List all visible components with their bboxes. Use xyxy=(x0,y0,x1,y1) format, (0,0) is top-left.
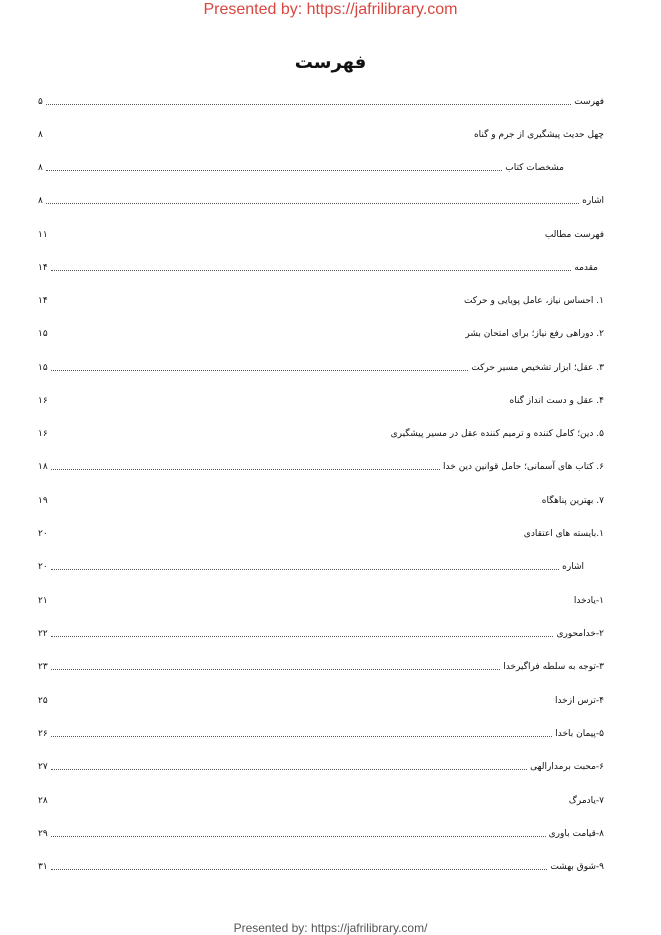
toc-entry-title: ۲-خدامحوری xyxy=(556,629,604,639)
toc-page-number: ۲۹ xyxy=(38,829,48,839)
toc-entry[interactable] xyxy=(38,726,604,742)
toc-entry-title: ۱. احساس نیاز، عامل پویایی و حرکت xyxy=(463,296,604,306)
toc-entry[interactable] xyxy=(38,626,604,642)
toc-page-number: ۸ xyxy=(38,163,43,173)
toc-page-number: ۲۱ xyxy=(38,596,48,606)
toc-entry-title: ۶. کتاب های آسمانی؛ حامل قوانین دین خدا xyxy=(443,462,604,472)
toc-entry[interactable] xyxy=(38,393,604,409)
toc-entry[interactable] xyxy=(38,360,604,376)
toc-entry-title: ۹-شوق بهشت xyxy=(550,862,604,872)
toc-entry[interactable] xyxy=(38,493,604,509)
toc-dot-leader xyxy=(46,203,579,204)
toc-entry-title: فهرست xyxy=(574,97,604,107)
toc-entry-title: ۱-یادخدا xyxy=(573,596,604,606)
toc-entry-title: ۷. بهترین پناهگاه xyxy=(541,496,604,506)
toc-page-number: ۱۶ xyxy=(38,429,48,439)
toc-entry[interactable] xyxy=(38,260,598,276)
toc-page-number: ۱۹ xyxy=(38,496,48,506)
toc-page-number: ۱۵ xyxy=(38,363,48,373)
toc-dot-leader xyxy=(51,869,548,870)
toc-page-number: ۱۱ xyxy=(38,230,48,240)
toc-entry[interactable] xyxy=(38,559,584,575)
toc-page-number: ۲۳ xyxy=(38,662,48,672)
toc-page-number: ۸ xyxy=(38,196,43,206)
toc-entry[interactable] xyxy=(38,94,604,110)
toc-entry[interactable] xyxy=(38,160,564,176)
toc-dot-leader xyxy=(51,636,554,637)
page-title: فهرست xyxy=(294,52,367,73)
toc-entry[interactable] xyxy=(38,326,604,342)
toc-entry-title: ۵. دین؛ کامل کننده و ترمیم کننده عقل در مسیر پیشگیری xyxy=(390,429,604,439)
toc-page-number: ۱۸ xyxy=(38,462,48,472)
header-presented-by[interactable]: Presented by: https://jafrilibrary.com xyxy=(203,1,458,18)
toc-entry-title: چهل حدیث پیشگیری از جرم و گناه xyxy=(473,130,604,140)
toc-entry[interactable] xyxy=(38,193,604,209)
toc-page-number: ۱۶ xyxy=(38,396,48,406)
toc-dot-leader xyxy=(51,836,546,837)
toc-entry[interactable] xyxy=(38,293,604,309)
toc-dot-leader xyxy=(51,469,440,470)
toc-entry[interactable] xyxy=(38,793,604,809)
toc-page-number: ۳۱ xyxy=(38,862,48,872)
toc-page-number: ۸ xyxy=(38,130,43,140)
toc-dot-leader xyxy=(51,736,553,737)
toc-entry-title: ۷-یادمرگ xyxy=(568,796,604,806)
toc-dot-leader xyxy=(51,569,559,570)
toc-entry-title: ۵-پیمان باخدا xyxy=(555,729,604,739)
toc-page-number: ۱۴ xyxy=(38,296,48,306)
toc-entry[interactable] xyxy=(38,127,604,143)
toc-entry[interactable] xyxy=(38,826,604,842)
toc-page-number: ۵ xyxy=(38,97,43,107)
toc-dot-leader xyxy=(51,669,501,670)
toc-entry-title: مشخصات کتاب xyxy=(505,163,564,173)
toc-dot-leader xyxy=(51,270,572,271)
toc-entry-title: فهرست مطالب xyxy=(544,230,604,240)
toc-entry[interactable] xyxy=(38,227,604,243)
toc-entry-title: ۴. عقل و دست انداز گناه xyxy=(509,396,604,406)
toc-entry[interactable] xyxy=(38,759,604,775)
toc-entry-title: ۲. دوراهی رفع نیاز؛ برای امتحان بشر xyxy=(465,329,604,339)
toc-entry-title: ۶-محبت برمدارالهی xyxy=(530,762,604,772)
toc-page-number: ۲۷ xyxy=(38,762,48,772)
footer-presented-by[interactable]: Presented by: https://jafrilibrary.com/ xyxy=(233,921,428,935)
toc-entry[interactable] xyxy=(38,859,604,875)
toc-entry-title: ۴-ترس ازخدا xyxy=(554,696,604,706)
toc-entry-title: ۳-توجه به سلطه فراگیرخدا xyxy=(503,662,604,672)
toc-page-number: ۲۸ xyxy=(38,796,48,806)
toc-page-number: ۲۲ xyxy=(38,629,48,639)
toc-page-number: ۱۴ xyxy=(38,263,48,273)
toc-page-number: ۲۶ xyxy=(38,729,48,739)
toc-dot-leader xyxy=(46,104,571,105)
toc-entry[interactable] xyxy=(38,593,604,609)
toc-dot-leader xyxy=(46,170,502,171)
toc-entry[interactable] xyxy=(38,459,604,475)
toc-page-number: ۲۵ xyxy=(38,696,48,706)
toc-entry-title: ۸-قیامت باوری xyxy=(548,829,604,839)
toc-entry-title: مقدمه xyxy=(574,263,598,273)
toc-entry-title: اشاره xyxy=(562,562,584,572)
toc-entry-title: ۳. عقل؛ ابزار تشخیص مسیر حرکت xyxy=(471,363,604,373)
toc-entry[interactable] xyxy=(38,693,604,709)
toc-entry-title: ۱.بایسته های اعتقادی xyxy=(523,529,604,539)
toc-entry[interactable] xyxy=(38,426,604,442)
toc-entry[interactable] xyxy=(38,659,604,675)
toc-page-number: ۲۰ xyxy=(38,529,48,539)
toc-dot-leader xyxy=(51,769,527,770)
toc-dot-leader xyxy=(51,370,469,371)
toc-page-number: ۱۵ xyxy=(38,329,48,339)
toc-entry-title: اشاره xyxy=(582,196,604,206)
toc-page-number: ۲۰ xyxy=(38,562,48,572)
toc-entry[interactable] xyxy=(38,526,604,542)
